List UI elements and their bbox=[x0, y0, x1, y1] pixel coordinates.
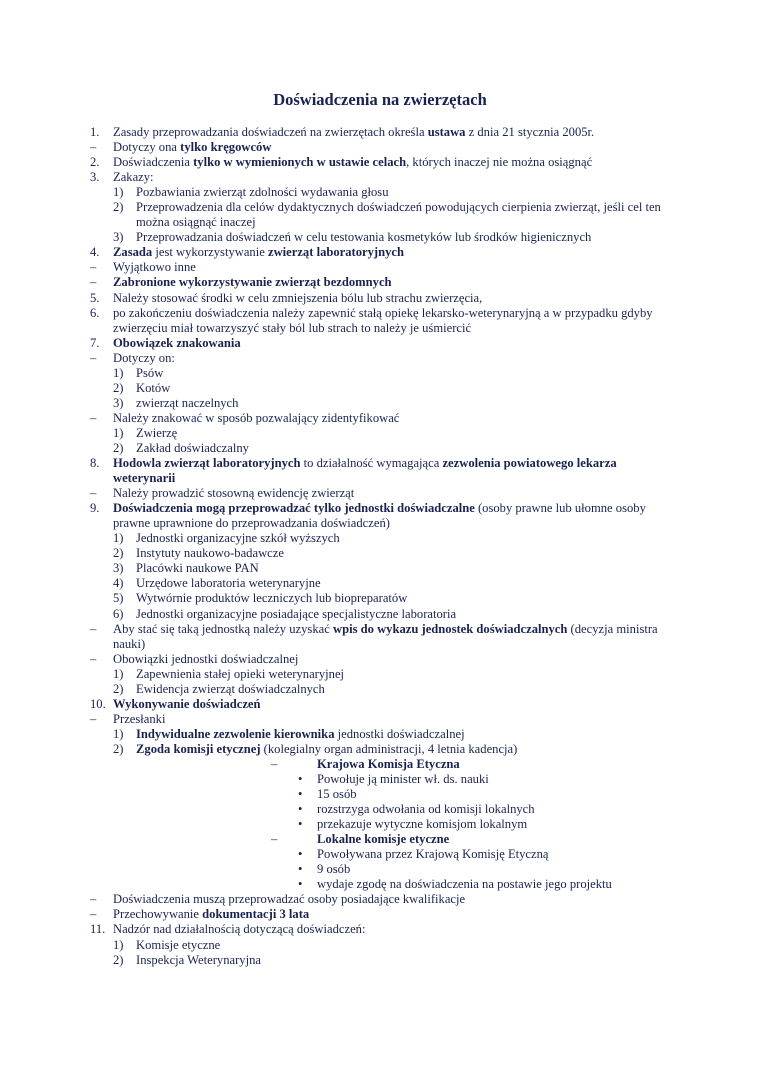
bold-text: tylko w wymienionych w ustawie celach bbox=[193, 155, 407, 170]
text-segment: Zapewnienia stałej opieki weterynaryjnej bbox=[136, 666, 345, 681]
list-number: 6) bbox=[113, 606, 124, 621]
list-number: 6. bbox=[90, 305, 100, 320]
list-line bbox=[90, 922, 680, 937]
list-line bbox=[90, 591, 680, 606]
list-number: 2) bbox=[113, 380, 124, 395]
list-number: 1) bbox=[113, 726, 124, 741]
text-segment: jest wykorzystywanie bbox=[152, 245, 268, 260]
list-text bbox=[136, 546, 284, 560]
text-segment: 9 osób bbox=[317, 862, 351, 877]
list-number: 1) bbox=[113, 365, 124, 380]
dash-marker: – bbox=[90, 651, 97, 666]
list-line bbox=[90, 682, 680, 697]
list-line bbox=[90, 561, 680, 576]
list-number: 8. bbox=[90, 456, 100, 471]
list-line bbox=[90, 381, 680, 396]
text-segment: Przeprowadzania doświadczeń w celu testowania kosmetyków lub środków higienicznych bbox=[136, 230, 592, 245]
bullet-marker: • bbox=[298, 877, 303, 892]
list-text bbox=[113, 697, 261, 711]
list-text bbox=[136, 953, 261, 967]
list-text bbox=[317, 772, 489, 786]
list-number: 1) bbox=[113, 937, 124, 952]
list-line bbox=[90, 712, 680, 727]
text-segment: Dotyczy on: bbox=[113, 350, 175, 365]
list-text bbox=[136, 742, 517, 756]
list-line bbox=[90, 366, 680, 381]
dash-marker: – bbox=[90, 907, 97, 922]
list-line bbox=[90, 200, 680, 215]
dash-marker: – bbox=[90, 711, 97, 726]
list-text bbox=[317, 862, 350, 876]
text-segment: Zakazy: bbox=[113, 170, 154, 185]
text-segment: Powołuje ją minister wł. ds. nauki bbox=[317, 772, 489, 787]
text-segment: Inspekcja Weterynaryjna bbox=[136, 952, 261, 967]
bullet-marker: • bbox=[298, 847, 303, 862]
bold-text: Hodowla zwierząt laboratoryjnych bbox=[113, 456, 301, 471]
text-segment: po zakończeniu doświadczenia należy zapewnić stałą opiekę lekarsko-weterynaryjną a w przypadku gdyby bbox=[113, 305, 653, 320]
list-line bbox=[90, 471, 680, 486]
list-text bbox=[113, 170, 154, 184]
text-segment: Zakład doświadczalny bbox=[136, 440, 249, 455]
list-line bbox=[90, 667, 680, 682]
text-segment: Doświadczenia muszą przeprowadzać osoby posiadające kwalifikacje bbox=[113, 892, 466, 907]
list-number: 2) bbox=[113, 200, 124, 215]
list-text bbox=[136, 938, 220, 952]
bullet-marker: • bbox=[298, 817, 303, 832]
list-line bbox=[90, 637, 680, 652]
text-segment: Jednostki organizacyjne szkół wyższych bbox=[136, 531, 340, 546]
list-text bbox=[136, 366, 163, 380]
bullet-marker: • bbox=[298, 862, 303, 877]
bold-text: wpis do wykazu jednostek doświadczalnych bbox=[332, 621, 568, 636]
bullet-marker: • bbox=[298, 772, 303, 787]
text-segment: Instytuty naukowo-badawcze bbox=[136, 546, 284, 561]
list-number: 3) bbox=[113, 561, 124, 576]
list-number: 3. bbox=[90, 170, 100, 185]
list-text bbox=[136, 561, 259, 575]
dash-marker: – bbox=[90, 892, 97, 907]
text-segment: Powoływana przez Krajową Komisję Etyczną bbox=[317, 847, 549, 862]
text-segment: można osiągnąć inaczej bbox=[136, 215, 256, 230]
dash-marker: – bbox=[90, 410, 97, 425]
text-segment: Pozbawiania zwierząt zdolności wydawania głosu bbox=[136, 185, 389, 200]
list-text bbox=[317, 877, 612, 891]
bold-text: zezwolenia powiatowego lekarza bbox=[442, 456, 617, 471]
text-segment: Należy prowadzić stosowną ewidencję zwierząt bbox=[113, 486, 355, 501]
list-number: 2) bbox=[113, 741, 124, 756]
dash-marker: – bbox=[90, 350, 97, 365]
text-segment: to działalność wymagająca bbox=[300, 456, 443, 471]
list-text bbox=[113, 637, 145, 651]
bold-text: Lokalne komisje etyczne bbox=[317, 832, 450, 847]
bold-text: zwierząt laboratoryjnych bbox=[267, 245, 405, 260]
list-text bbox=[136, 426, 177, 440]
bold-text: ustawa bbox=[427, 125, 466, 139]
text-segment: (osoby prawne lub ułomne osoby bbox=[474, 501, 646, 516]
dash-marker: – bbox=[271, 756, 278, 771]
list-line bbox=[90, 697, 680, 712]
list-text bbox=[113, 456, 617, 470]
list-number: 1) bbox=[113, 531, 124, 546]
list-text bbox=[136, 396, 238, 410]
text-segment: z dnia 21 stycznia 2005r. bbox=[465, 125, 595, 139]
list-line bbox=[90, 456, 680, 471]
list-number: 1) bbox=[113, 185, 124, 200]
list-text bbox=[136, 682, 325, 696]
bold-text: Zabronione wykorzystywanie zwierząt bezdomnych bbox=[113, 275, 392, 290]
text-segment: Komisje etyczne bbox=[136, 937, 221, 952]
list-line bbox=[90, 546, 680, 561]
list-text bbox=[113, 155, 592, 169]
list-text bbox=[113, 486, 354, 500]
list-line bbox=[90, 351, 680, 366]
text-segment: Ewidencja zwierząt doświadczalnych bbox=[136, 681, 325, 696]
text-segment: jednostki doświadczalnej bbox=[334, 726, 465, 741]
dash-marker: – bbox=[90, 140, 97, 155]
text-segment: Obowiązki jednostki doświadczalnej bbox=[113, 651, 299, 666]
list-line bbox=[90, 742, 680, 757]
text-segment: wydaje zgodę na doświadczenia na postawie jego projektu bbox=[317, 877, 612, 892]
list-number: 4) bbox=[113, 576, 124, 591]
text-segment: Aby stać się taką jednostką należy uzyskać bbox=[113, 621, 333, 636]
bold-text: Zasada bbox=[113, 245, 153, 260]
bold-text: tylko kręgowców bbox=[180, 140, 272, 155]
list-line bbox=[90, 892, 680, 907]
list-text bbox=[113, 411, 399, 425]
bold-text: Doświadczenia mogą przeprowadzać tylko jednostki doświadczalne bbox=[113, 501, 475, 516]
list-text bbox=[136, 727, 465, 741]
list-line bbox=[90, 832, 680, 847]
list-number: 2) bbox=[113, 952, 124, 967]
list-text bbox=[317, 817, 527, 831]
list-text bbox=[317, 832, 449, 846]
list-text bbox=[113, 336, 241, 350]
text-segment: zwierzęciu miał towarzyszyć stały ból lub strach to należy je uśmiercić bbox=[113, 320, 472, 335]
text-segment: przekazuje wytyczne komisjom lokalnym bbox=[317, 817, 528, 832]
text-segment: Placówki naukowe PAN bbox=[136, 561, 259, 576]
list-number: 2) bbox=[113, 681, 124, 696]
list-number: 3) bbox=[113, 395, 124, 410]
text-segment: Dotyczy ona bbox=[113, 140, 181, 155]
dash-marker: – bbox=[90, 486, 97, 501]
list-line bbox=[90, 727, 680, 742]
text-segment: Psów bbox=[136, 365, 164, 380]
list-line bbox=[90, 486, 680, 501]
list-text bbox=[113, 622, 658, 636]
list-text bbox=[113, 907, 309, 921]
list-number: 9. bbox=[90, 501, 100, 516]
list-line bbox=[90, 847, 680, 862]
list-number: 1) bbox=[113, 425, 124, 440]
list-line bbox=[90, 170, 680, 185]
bold-text: weterynarii bbox=[113, 471, 176, 486]
list-line bbox=[90, 877, 680, 892]
bold-text: dokumentacji 3 lata bbox=[202, 907, 310, 922]
text-segment: Wytwórnie produktów leczniczych lub biopreparatów bbox=[136, 591, 408, 606]
list-line bbox=[90, 426, 680, 441]
list-number: 2) bbox=[113, 546, 124, 561]
bold-text: Wykonywanie doświadczeń bbox=[113, 696, 261, 711]
list-text bbox=[136, 185, 389, 199]
text-segment: Kotów bbox=[136, 380, 171, 395]
text-segment: Przesłanki bbox=[113, 711, 166, 726]
list-text bbox=[136, 200, 661, 214]
list-text bbox=[136, 607, 456, 621]
list-line bbox=[90, 291, 680, 306]
list-number: 3) bbox=[113, 230, 124, 245]
text-segment: Należy stosować środki w celu zmniejszenia bólu lub strachu zwierzęcia, bbox=[113, 290, 483, 305]
list-line bbox=[90, 787, 680, 802]
list-text bbox=[113, 712, 165, 726]
list-number: 1. bbox=[90, 125, 100, 139]
list-number: 2. bbox=[90, 155, 100, 170]
text-segment: Jednostki organizacyjne posiadające specjalistyczne laboratoria bbox=[136, 606, 457, 621]
text-segment: Wyjątkowo inne bbox=[113, 260, 196, 275]
list-line bbox=[90, 140, 680, 155]
list-text bbox=[317, 787, 357, 801]
list-line bbox=[90, 155, 680, 170]
list-text bbox=[113, 501, 646, 515]
dash-marker: – bbox=[90, 260, 97, 275]
list-text bbox=[136, 591, 407, 605]
list-line bbox=[90, 185, 680, 200]
text-segment: , których inaczej nie można osiągnąć bbox=[406, 155, 593, 170]
text-segment: 15 osób bbox=[317, 787, 357, 802]
list-line bbox=[90, 306, 680, 321]
list-text bbox=[113, 125, 594, 139]
list-line bbox=[90, 652, 680, 667]
list-line bbox=[90, 576, 680, 591]
bold-text: Indywidualne zezwolenie kierownika bbox=[136, 726, 335, 741]
list-line bbox=[90, 938, 680, 953]
list-number: 10. bbox=[90, 696, 106, 711]
list-text bbox=[113, 892, 465, 906]
list-line bbox=[90, 622, 680, 637]
list-line bbox=[90, 441, 680, 456]
text-segment: Przeprowadzenia dla celów dydaktycznych doświadczeń powodujących cierpienia zwierząt, jeśli cel ten bbox=[136, 200, 661, 215]
list-line bbox=[90, 907, 680, 922]
list-line bbox=[90, 817, 680, 832]
text-segment: Należy znakować w sposób pozwalający zidentyfikować bbox=[113, 410, 400, 425]
text-segment: Doświadczenia bbox=[113, 155, 194, 170]
list-text bbox=[113, 245, 404, 259]
text-segment: prawne uprawnione do przeprowadzania doświadczeń) bbox=[113, 516, 390, 531]
list-text bbox=[317, 847, 549, 861]
bullet-marker: • bbox=[298, 802, 303, 817]
dash-marker: – bbox=[90, 275, 97, 290]
list-text bbox=[136, 576, 321, 590]
list-line bbox=[90, 275, 680, 290]
list-number: 11. bbox=[90, 922, 106, 937]
bold-text: Krajowa Komisja Etyczna bbox=[317, 756, 460, 771]
list-line bbox=[90, 862, 680, 877]
list-line bbox=[90, 396, 680, 411]
list-text bbox=[113, 260, 196, 274]
dash-marker: – bbox=[90, 621, 97, 636]
list-line bbox=[90, 757, 680, 772]
text-segment: zwierząt naczelnych bbox=[136, 395, 239, 410]
dash-marker: – bbox=[271, 832, 278, 847]
list-text bbox=[136, 667, 344, 681]
list-text bbox=[113, 351, 175, 365]
list-text bbox=[113, 321, 471, 335]
list-line bbox=[90, 260, 680, 275]
bold-text: Zgoda komisji etycznej bbox=[136, 741, 261, 756]
list-line bbox=[90, 336, 680, 351]
list-line bbox=[90, 531, 680, 546]
list-text bbox=[113, 652, 298, 666]
list-line bbox=[90, 321, 680, 336]
list-text bbox=[136, 215, 256, 229]
text-segment: Zwierzę bbox=[136, 425, 178, 440]
list-text bbox=[136, 381, 170, 395]
list-text bbox=[113, 275, 392, 289]
list-text bbox=[113, 306, 653, 320]
bold-text: Obowiązek znakowania bbox=[113, 335, 241, 350]
list-number: 1) bbox=[113, 666, 124, 681]
list-text bbox=[113, 471, 175, 485]
list-number: 4. bbox=[90, 245, 100, 260]
list-text bbox=[317, 802, 535, 816]
list-line bbox=[90, 607, 680, 622]
list-text bbox=[113, 516, 390, 530]
text-segment: Nadzór nad działalnością dotyczącą doświadczeń: bbox=[113, 922, 366, 937]
list-number: 5) bbox=[113, 591, 124, 606]
list-text bbox=[113, 922, 365, 936]
list-text bbox=[113, 291, 482, 305]
bullet-marker: • bbox=[298, 787, 303, 802]
list-number: 2) bbox=[113, 440, 124, 455]
list-line bbox=[90, 501, 680, 516]
list-text bbox=[317, 757, 460, 771]
list-line bbox=[90, 772, 680, 787]
text-segment: Zasady przeprowadzania doświadczeń na zwierzętach określa bbox=[113, 125, 428, 139]
text-segment: rozstrzyga odwołania od komisji lokalnych bbox=[317, 802, 535, 817]
list-line bbox=[90, 411, 680, 426]
list-line bbox=[90, 516, 680, 531]
list-number: 7. bbox=[90, 335, 100, 350]
list-line bbox=[90, 230, 680, 245]
list-text bbox=[136, 531, 340, 545]
list-line bbox=[90, 245, 680, 260]
list-line bbox=[90, 215, 680, 230]
text-segment: Przechowywanie bbox=[113, 907, 203, 922]
list-text bbox=[113, 140, 271, 154]
list-line bbox=[90, 953, 680, 968]
text-segment: nauki) bbox=[113, 636, 146, 651]
list-number: 5. bbox=[90, 290, 100, 305]
list-line bbox=[90, 802, 680, 817]
page-title: Doświadczenia na zwierzętach bbox=[273, 90, 487, 109]
text-segment: Urzędowe laboratoria weterynaryjne bbox=[136, 576, 321, 591]
list-text bbox=[136, 441, 249, 455]
list-text bbox=[136, 230, 591, 244]
text-segment: (kolegialny organ administracji, 4 letnia kadencja) bbox=[260, 741, 518, 756]
text-segment: (decyzja ministra bbox=[567, 621, 658, 636]
document-body bbox=[90, 125, 680, 968]
list-line bbox=[90, 125, 680, 140]
